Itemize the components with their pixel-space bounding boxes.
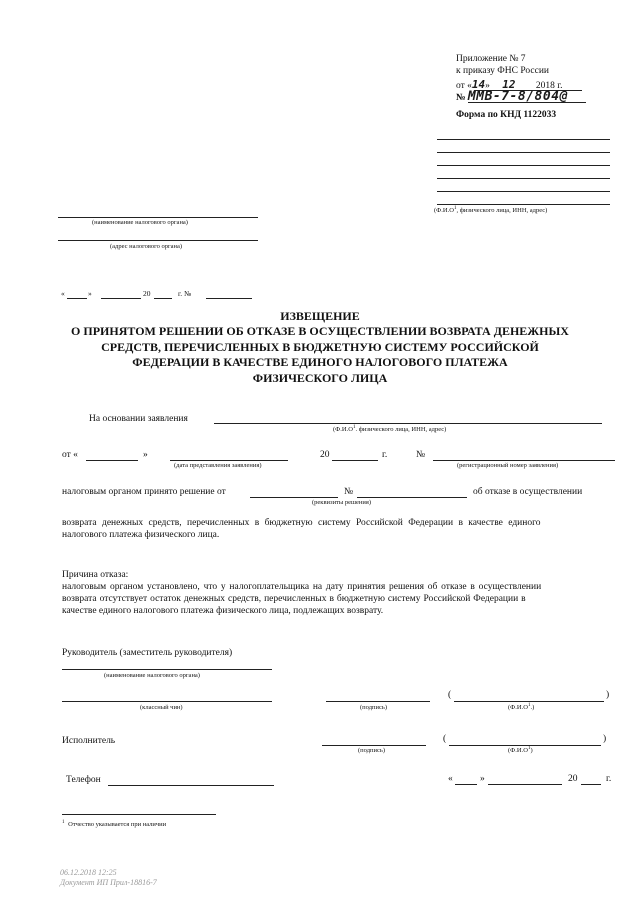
- executor-fio-caption-sup: 1: [527, 746, 531, 751]
- authority-address-line: [58, 240, 258, 241]
- appendix-date-month: 12: [502, 78, 516, 91]
- stamp-line1: 06.12.2018 12:25: [60, 868, 117, 877]
- paragraph1-line1: возврата денежных средств, перечисленных в бюджетную систему Российской Федерации в качестве единого: [62, 518, 541, 528]
- from-close: »: [143, 450, 148, 460]
- rank-caption: (классный чин): [140, 704, 183, 711]
- basis-label: На основании заявления: [89, 414, 188, 424]
- doc-date-year-prefix: 20: [143, 289, 151, 298]
- head-fio-caption-a: (Ф.И.О: [508, 704, 528, 712]
- footnote-separator: [62, 814, 216, 815]
- footnote: [62, 820, 166, 828]
- executor-fio-caption-a: (Ф.И.О: [508, 747, 528, 755]
- doc-date-month-line: [101, 298, 141, 299]
- reason-line2: возврата отсутствует остаток денежных средств, перечисленных в бюджетную систему Российской Федерации в: [62, 594, 526, 604]
- appendix-number-underline: [468, 102, 586, 103]
- recipient-line-6: [437, 204, 610, 205]
- reason-line3: качестве единого налогового платежа физического лица, подлежащих возврату.: [62, 606, 384, 616]
- sign-date-day-line: [455, 784, 477, 785]
- footnote-text: Отчество указывается при наличии: [68, 821, 167, 829]
- title-line2: О ПРИНЯТОМ РЕШЕНИИ ОБ ОТКАЗЕ В ОСУЩЕСТВЛЕНИИ ВОЗВРАТА ДЕНЕЖНЫХ: [71, 324, 569, 338]
- executor-label: Исполнитель: [62, 736, 116, 746]
- head-signature-caption: (подпись): [360, 704, 387, 711]
- recipient-line-5: [437, 191, 610, 192]
- recipient-caption-b: , физического лица, ИНН, адрес): [456, 207, 548, 215]
- stamp-line2: Документ ИП Прил-18816-7: [60, 878, 157, 887]
- head-authority-caption: (наименование налогового органа): [104, 672, 200, 679]
- appendix-date-mid: »: [485, 81, 490, 91]
- doc-date-qclose: »: [88, 289, 92, 298]
- from-label: от «: [62, 450, 78, 460]
- reason-line1: налоговым органом установлено, что у налогоплательщика на дату принятия решения об отказе в осуществлении: [62, 582, 542, 592]
- basis-caption-sup: 1: [352, 425, 356, 430]
- basis-caption-a: (Ф.И.О: [333, 426, 353, 434]
- head-fio-open: (: [448, 690, 452, 700]
- sign-date-year-suffix: г.: [606, 774, 612, 784]
- title-line5: ФИЗИЧЕСКОГО ЛИЦА: [252, 371, 388, 385]
- decision-suffix: об отказе в осуществлении: [473, 487, 583, 497]
- year-label: 20: [320, 450, 330, 460]
- recipient-line-1: [437, 139, 610, 140]
- doc-date-year-line: [154, 298, 172, 299]
- sign-date-year-prefix: 20: [568, 774, 578, 784]
- recipient-line-3: [437, 165, 610, 166]
- doc-date-number-line: [206, 298, 252, 299]
- phone-line: [108, 785, 274, 786]
- executor-fio-close: ): [603, 734, 607, 744]
- executor-fio-caption: [508, 746, 533, 754]
- authority-name-line: [58, 217, 258, 218]
- basis-line: [214, 423, 602, 424]
- head-signature-line: [326, 701, 430, 702]
- year-g: г.: [382, 450, 388, 460]
- sign-date-year-line: [581, 784, 601, 785]
- app-date-caption: (дата представления заявления): [174, 462, 262, 469]
- reg-num-line: [433, 460, 615, 461]
- title-line3: СРЕДСТВ, ПЕРЕЧИСЛЕННЫХ В БЮДЖЕТНУЮ СИСТЕМУ РОССИЙСКОЙ: [101, 340, 539, 354]
- sign-date-qopen: «: [448, 774, 453, 784]
- phone-label: Телефон: [66, 775, 101, 785]
- rank-line: [62, 701, 272, 702]
- reg-caption: (регистрационный номер заявления): [457, 462, 559, 469]
- sign-date-qclose: »: [480, 774, 485, 784]
- head-fio-line: [454, 701, 604, 702]
- appendix-date-prefix: от «: [456, 81, 472, 91]
- decision-date-line: [250, 497, 338, 498]
- from-month-line: [170, 460, 288, 461]
- head-authority-line: [62, 669, 272, 670]
- appendix-number-prefix: №: [456, 93, 466, 103]
- decision-num-line: [357, 497, 467, 498]
- appendix-date-day: 14: [471, 78, 486, 91]
- recipient-line-2: [437, 152, 610, 153]
- authority-name-caption: (наименование налогового органа): [92, 219, 188, 226]
- authority-address-caption: (адрес налогового органа): [110, 243, 183, 250]
- executor-fio-caption-b: ): [530, 747, 533, 755]
- footnote-sup: 1: [62, 820, 65, 825]
- head-fio-caption: [508, 703, 534, 711]
- executor-signature-line: [322, 745, 426, 746]
- appendix-date-year: 2018 г.: [535, 81, 563, 91]
- title-line1: ИЗВЕЩЕНИЕ: [280, 309, 360, 323]
- recipient-line-4: [437, 178, 610, 179]
- decision-prefix: налоговым органом принято решение от: [62, 487, 226, 497]
- doc-date-year-suffix: г. №: [178, 289, 192, 298]
- appendix-line2: к приказу ФНС России: [456, 66, 549, 76]
- reason-label: Причина отказа:: [62, 570, 129, 580]
- year-line: [332, 460, 378, 461]
- doc-date-day-line: [67, 298, 87, 299]
- head-fio-close: ): [606, 690, 610, 700]
- head-fio-caption-b: .): [530, 704, 535, 712]
- head-fio-caption-sup: 1: [527, 703, 531, 708]
- appendix-line1: Приложение № 7: [456, 54, 526, 64]
- decision-num: №: [344, 487, 354, 497]
- appendix-number-value: ММВ-7-8/804@: [467, 89, 568, 104]
- form-code: Форма по КНД 1122033: [456, 110, 557, 120]
- title-line4: ФЕДЕРАЦИИ В КАЧЕСТВЕ ЕДИНОГО НАЛОГОВОГО ПЛАТЕЖА: [132, 355, 508, 369]
- recipient-caption-a: (Ф.И.О: [434, 207, 454, 215]
- decision-caption: (реквизиты решения): [312, 499, 372, 506]
- paragraph1-line2: налогового платежа физического лица.: [62, 530, 220, 540]
- recipient-caption: [434, 206, 547, 214]
- doc-date-qopen: «: [61, 289, 65, 298]
- executor-fio-open: (: [443, 734, 447, 744]
- sign-date-month-line: [488, 784, 562, 785]
- reg-num-label: №: [416, 450, 426, 460]
- recipient-caption-sup: 1: [453, 206, 457, 211]
- head-label: Руководитель (заместитель руководителя): [62, 648, 233, 658]
- basis-caption-b: . физического лица, ИНН, адрес): [355, 426, 447, 434]
- basis-caption: [333, 425, 446, 433]
- executor-signature-caption: (подпись): [358, 747, 385, 754]
- from-day-line: [86, 460, 138, 461]
